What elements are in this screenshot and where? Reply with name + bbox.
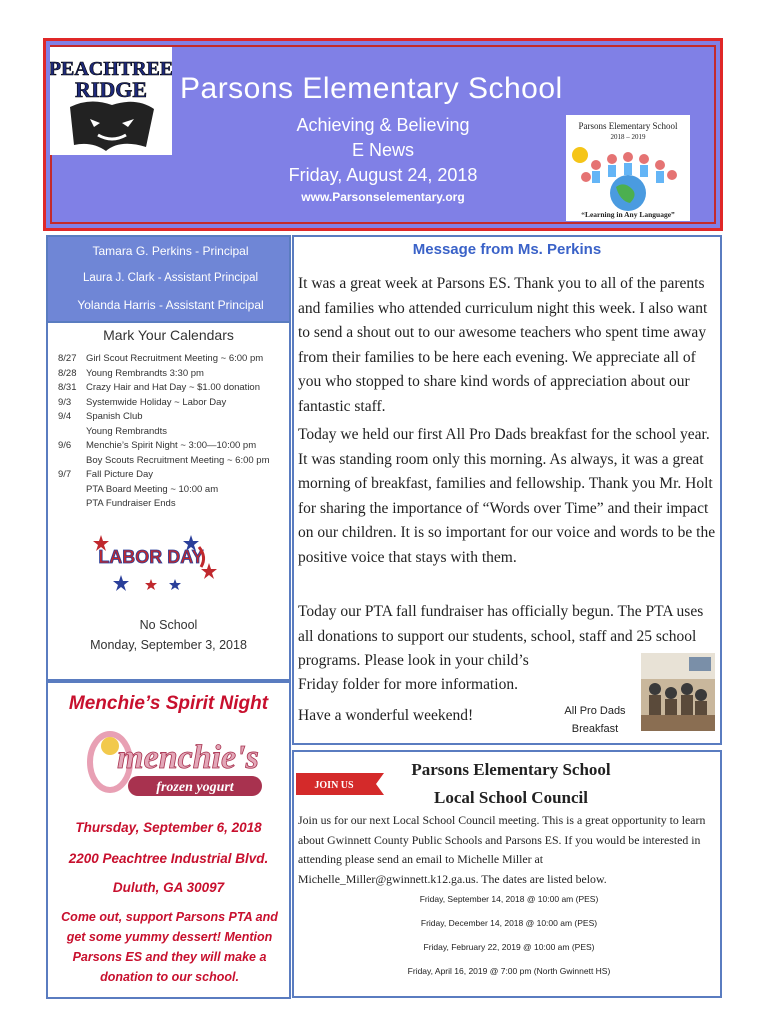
menchies-logo (84, 722, 264, 804)
calendar-date: 8/27 (58, 353, 77, 364)
menchies-city: Duluth, GA 30097 (112, 880, 225, 895)
logo-text-1: PEACHTREE (50, 58, 172, 80)
badge-title: Parsons Elementary School (578, 121, 678, 131)
assistant-principal-1: Laura J. Clark - Assistant Principal (82, 272, 259, 284)
menchies-description: Come out, support Parsons PTA and get some yummy dessert! Mention Parsons ES and they will make a donation to our school. (61, 910, 278, 984)
badge-motto: “Learning in Any Language” (581, 210, 675, 219)
calendar-event: Boy Scouts Recruitment Meeting ~ 6:00 pm (86, 454, 270, 466)
menchies-address: 2200 Peachtree Industrial Blvd. (68, 851, 269, 866)
badge-years: 2018 – 2019 (610, 133, 646, 141)
join-us-text: JOIN US (314, 780, 354, 791)
administration-box (46, 235, 291, 323)
lsc-meeting-date: Friday, February 22, 2019 @ 10:00 am (PES) (423, 942, 595, 952)
calendar-date: 9/7 (58, 469, 72, 480)
message-closing: Have a wonderful weekend! (298, 707, 474, 724)
calendar-event: Spanish Club (86, 411, 143, 422)
lsc-meeting-date: Friday, April 16, 2019 @ 7:00 pm (North Gwinnett HS) (407, 966, 611, 976)
menchies-date: Thursday, September 6, 2018 (75, 820, 262, 835)
lsc-title-line-2: Local School Council (434, 788, 588, 807)
photo-caption (545, 702, 645, 738)
message-paragraph-3: Today our PTA fall fundraiser has officially begun. The PTA uses all donations to support our students, school, staff and 25 school programs. Please look in your child’s (298, 603, 704, 669)
principal-name: Tamara G. Perkins - Principal (92, 244, 249, 258)
lsc-meeting-date: Friday, September 14, 2018 @ 10:00 am (PES) (419, 894, 599, 904)
motto: Achieving & Believing (296, 115, 470, 135)
photo-caption-line-2: Breakfast (571, 723, 619, 735)
newsletter-date: Friday, August 24, 2018 (288, 165, 478, 185)
calendar-event: PTA Fundraiser Ends (86, 498, 176, 509)
calendar-date: 9/4 (58, 411, 72, 422)
labor-day-text: LABOR DAY (98, 547, 204, 567)
lsc-meeting-date: Friday, December 14, 2018 @ 10:00 am (PES) (420, 918, 598, 928)
calendar-event: Fall Picture Day (86, 469, 154, 480)
calendar-date: 8/31 (58, 382, 77, 393)
school-title: Parsons Elementary School (180, 72, 563, 105)
calendar-event: Girl Scout Recruitment Meeting ~ 6:00 pm (86, 353, 264, 364)
calendar-title: Mark Your Calendars (103, 327, 234, 343)
join-us-banner (296, 773, 384, 795)
no-school-label: No School (139, 618, 198, 632)
website-link[interactable]: www.Parsonselementary.org (301, 190, 465, 204)
message-paragraph-2: Today we held our first All Pro Dads breakfast for the school year. It was standing room only this morning. As always, it was a great morning of breakfast, families and fellowship. Thank you Mr. Holt for sharing the importance of “Words over Time” and their impact on our children. It is so important for our voice and words to be the positive voice that stays with them. (298, 426, 716, 566)
lsc-description: Join us for our next Local School Council meeting. This is a great opportunity to learn about Gwinnett County Public Schools and Parsons ES. If you would be interested in attending please send an email to Michelle Miller at Michelle_Miller@gwinnett.k12.ga.us. The dates are listed below. (298, 813, 706, 886)
message-paragraph-3-end: Friday folder for more information. (298, 676, 518, 693)
school-year-badge (566, 115, 690, 221)
menchies-title: Menchie’s Spirit Night (68, 693, 269, 714)
menchies-logo-text: menchie's (117, 739, 259, 776)
photo-caption-line-1: All Pro Dads (564, 705, 626, 717)
calendar-event: Menchie’s Spirit Night ~ 3:00—10:00 pm (86, 440, 257, 451)
all-pro-dads-photo (641, 653, 715, 731)
calendar-event: Young Rembrandts 3:30 pm (86, 367, 204, 379)
menchies-logo-subtext: frozen yogurt (156, 780, 234, 795)
calendar-date: 9/6 (58, 440, 72, 451)
calendar-date: 8/28 (58, 367, 77, 379)
lsc-title-line-1: Parsons Elementary School (411, 760, 611, 779)
calendar-event: PTA Board Meeting ~ 10:00 am (86, 483, 219, 495)
peachtree-ridge-logo (50, 47, 172, 155)
labor-day-graphic (91, 527, 221, 597)
no-school-date: Monday, September 3, 2018 (90, 638, 247, 652)
no-school-notice (48, 615, 289, 655)
calendar-event: Young Rembrandts (86, 425, 167, 437)
message-title: Message from Ms. Perkins (412, 241, 602, 258)
lsc-title (380, 756, 642, 812)
calendar-event: Crazy Hair and Hat Day ~ $1.00 donation (86, 382, 261, 393)
logo-text-2: RIDGE (74, 77, 148, 102)
calendar-event: Systemwide Holiday ~ Labor Day (86, 396, 227, 408)
subtitle: E News (351, 140, 414, 160)
calendar-date: 9/3 (58, 396, 72, 408)
message-paragraph-1: It was a great week at Parsons ES. Thank you to all of the parents and families who attended curriculum night this week. I also want to send a shout out to our awesome teachers who spent time away from their families to be here each evening. We appreciate all of you who stopped to share kind words of appreciation about our fantastic staff. (298, 275, 708, 415)
assistant-principal-2: Yolanda Harris - Assistant Principal (77, 298, 264, 312)
